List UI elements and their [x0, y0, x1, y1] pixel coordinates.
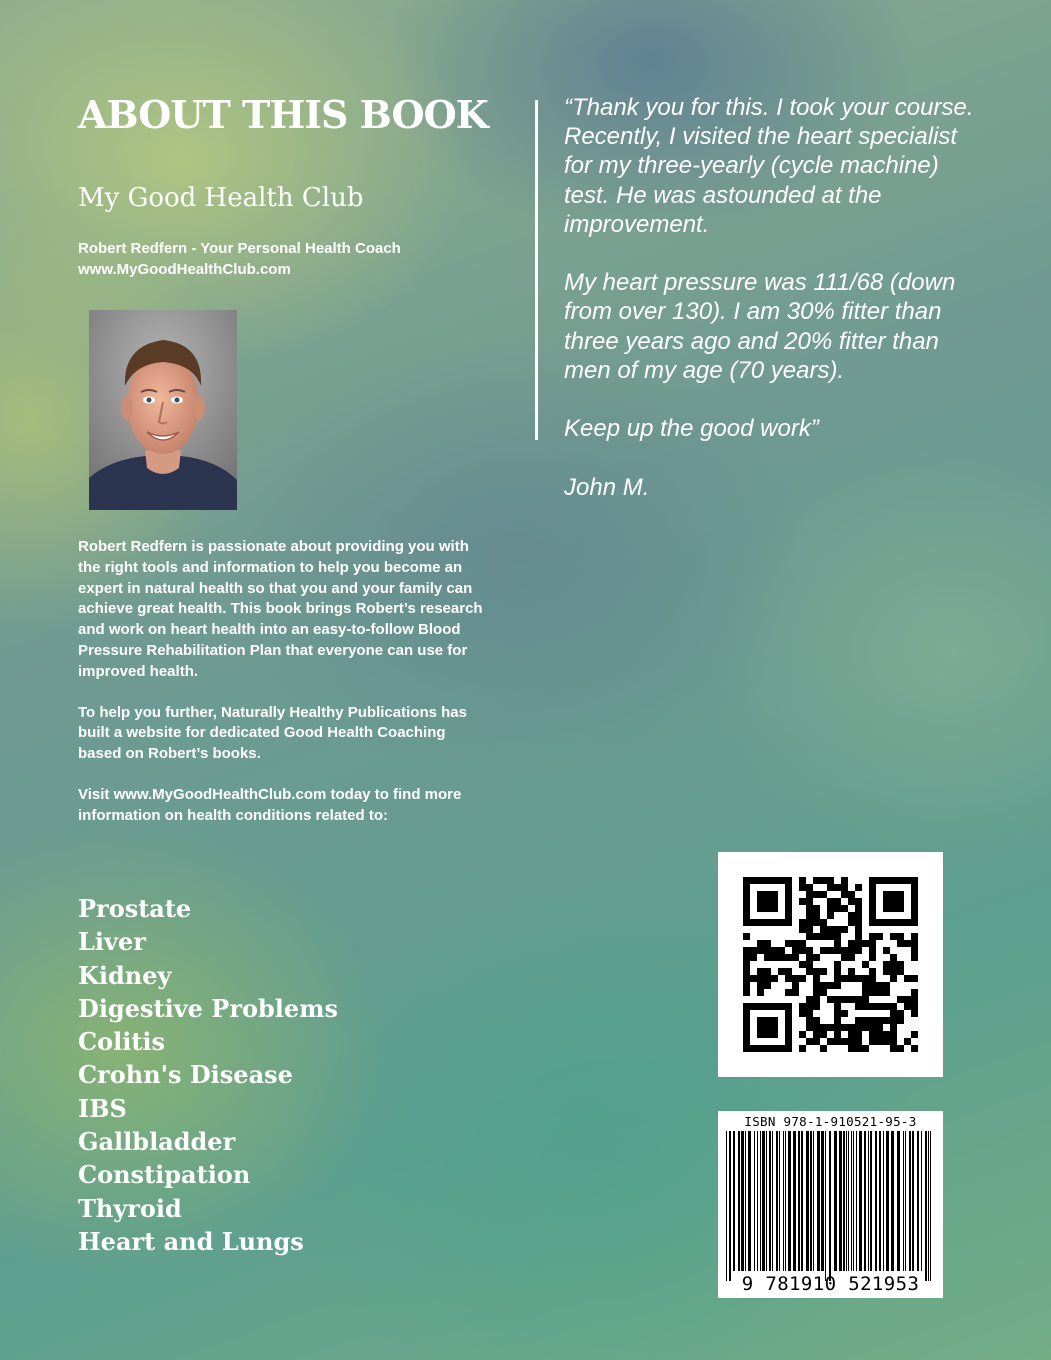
bio-paragraph: Visit www.MyGoodHealthClub.com today to find more information on health conditions related to:: [78, 785, 462, 824]
condition-item: Heart and Lungs: [78, 1226, 304, 1256]
author-block: [78, 238, 401, 280]
qr-code-panel: [718, 852, 943, 1077]
condition-item: Digestive Problems: [78, 993, 339, 1023]
quote-paragraph: My heart pressure was 111/68 (down from over 130). I am 30% fitter than three years ago and 20% fitter than men of my age (70 years).: [564, 269, 956, 384]
condition-item: Crohn's Disease: [78, 1060, 293, 1090]
quote-author: John M.: [564, 473, 650, 501]
condition-item: Constipation: [78, 1160, 251, 1190]
condition-item: Gallbladder: [78, 1127, 236, 1157]
quote-paragraph: “Thank you for this. I took your course. Recently, I visited the heart specialist for my three-yearly (cycle machine) test. He was astounded at the improvement.: [564, 94, 974, 238]
bio-paragraph: Robert Redfern is passionate about providing you with the right tools and information to help you become an expert in natural health so that you and your family can achieve great health. This book brings Robert’s research and work on heart health into an easy-to-follow Blood Pressure Rehabilitation Plan that everyone can use for improved health.: [78, 538, 483, 680]
ean-digits: 9 781910 521953: [741, 1273, 920, 1295]
isbn-label: ISBN 978-1-910521-95-3: [744, 1114, 917, 1129]
qr-code-icon: [718, 852, 943, 1077]
quote-paragraph: Keep up the good work”: [564, 415, 819, 443]
condition-item: IBS: [78, 1093, 127, 1123]
conditions-list: [78, 892, 338, 1258]
isbn-barcode-panel: [718, 1111, 943, 1298]
condition-item: Colitis: [78, 1027, 166, 1057]
section-heading: ABOUT THIS BOOK: [78, 92, 488, 137]
author-photo: [89, 310, 237, 510]
condition-item: Kidney: [78, 960, 172, 990]
condition-item: Liver: [78, 927, 146, 957]
bio-text: [78, 537, 488, 847]
condition-item: Prostate: [78, 894, 192, 923]
website-line: www.MyGoodHealthClub.com: [78, 261, 291, 278]
author-line: Robert Redfern - Your Personal Health Coach: [78, 240, 401, 257]
quote-divider: [535, 100, 538, 440]
condition-item: Thyroid: [78, 1193, 182, 1223]
club-name: My Good Health Club: [78, 183, 364, 213]
bio-paragraph: To help you further, Naturally Healthy Publications has built a website for dedicated Good Health Coaching based on Robert’s books.: [78, 703, 467, 763]
testimonial-quote: [564, 93, 984, 531]
barcode-icon: [718, 1111, 943, 1298]
